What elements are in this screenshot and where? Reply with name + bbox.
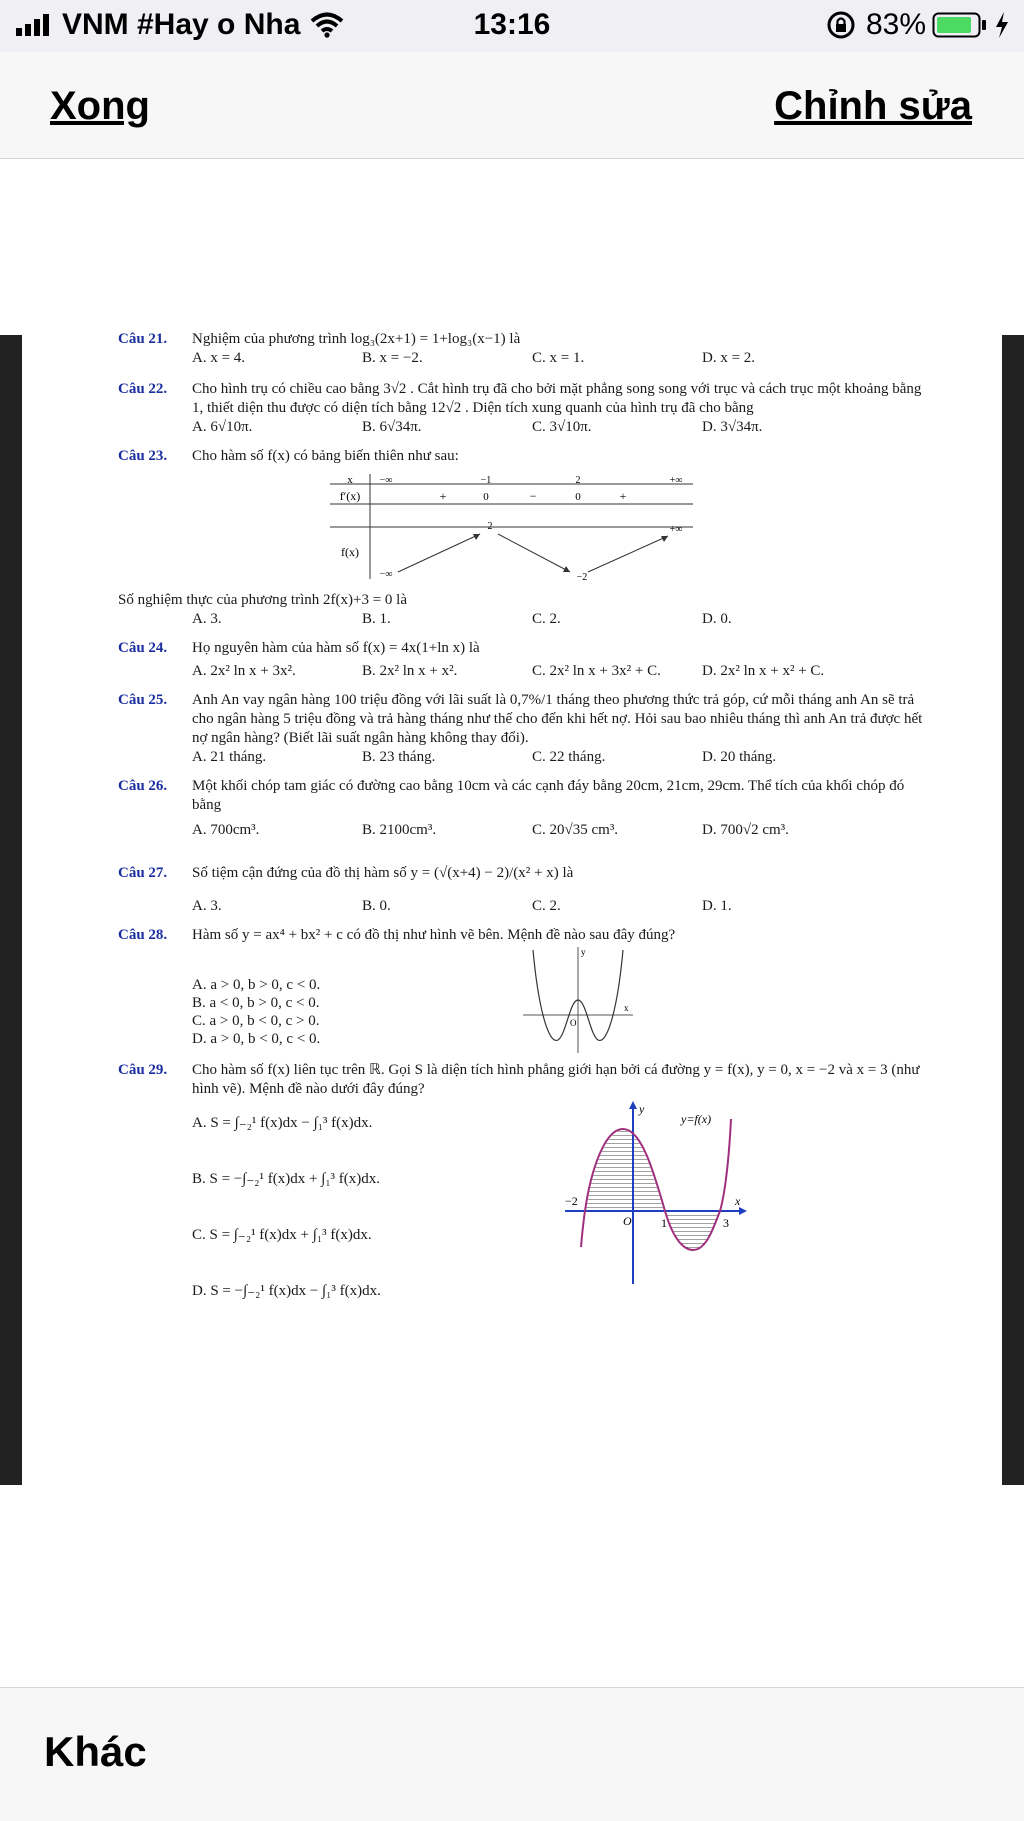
- f-value: −∞: [379, 569, 393, 580]
- x-value: −∞: [379, 475, 393, 486]
- option-d: D. 2x² ln x + x² + C.: [702, 663, 825, 679]
- variation-table: [118, 474, 926, 589]
- option-b: B. S = −∫₋₂¹ f(x)dx + ∫₁³ f(x)dx.: [192, 1171, 381, 1187]
- question-number: Câu 27.: [118, 865, 168, 881]
- option-c: C. S = ∫₋₂¹ f(x)dx + ∫₁³ f(x)dx.: [192, 1227, 372, 1243]
- question-text: Hàm số y = ax⁴ + bx² + c có đồ thị như hình vẽ bên. Mệnh đề nào sau đây đúng?: [192, 927, 676, 943]
- status-bar: [0, 0, 1024, 52]
- table-row-fprime: f′(x): [339, 489, 361, 503]
- sign: 0: [575, 491, 581, 503]
- options-29: [192, 1111, 381, 1303]
- question-23: [118, 447, 926, 466]
- x-value: 2: [575, 475, 581, 486]
- option-b: B. 1.: [362, 611, 391, 627]
- options-26: [192, 821, 926, 840]
- sign: +: [619, 489, 627, 503]
- question-21: [118, 330, 926, 349]
- curve-label: y=f(x): [681, 1112, 712, 1126]
- option-d: D. x = 2.: [702, 350, 756, 366]
- option-a: A. S = ∫₋₂¹ f(x)dx − ∫₁³ f(x)dx.: [192, 1115, 373, 1131]
- tick-label: 3: [723, 1216, 729, 1230]
- option-c: C. a > 0, b < 0, c > 0.: [192, 1013, 320, 1029]
- battery-percent: 83%: [865, 8, 926, 41]
- option-d: D. 0.: [702, 611, 732, 627]
- question-27: [118, 864, 926, 883]
- question-number: Câu 23.: [118, 448, 168, 464]
- done-button[interactable]: Xong: [50, 84, 150, 128]
- table-row-f: f(x): [341, 545, 359, 559]
- question-text: Anh An vay ngân hàng 100 triệu đồng với lãi suất là 0,7%/1 tháng theo phương thức trả góp, cứ mỗi tháng anh An sẽ trả cho ngân hàng 5 triệu đồng và trả hàng tháng như thế cho đến khi hết nợ. Hỏi sau bao nhiêu tháng thì anh An trả được hết nợ ngân hàng? (Biết lãi suất ngân hàng không thay đổi).: [192, 692, 923, 746]
- options-28: [192, 975, 320, 1049]
- option-b: B. 6√34π.: [362, 419, 422, 435]
- axis-label-y: y: [581, 947, 586, 957]
- f-value: 2: [487, 521, 493, 532]
- option-d: D. S = −∫₋₂¹ f(x)dx − ∫₁³ f(x)dx.: [192, 1283, 381, 1299]
- option-b: B. 2100cm³.: [362, 822, 437, 838]
- question-29-body: [118, 1099, 926, 1309]
- bottom-toolbar: [0, 1687, 1024, 1821]
- option-c: C. 20√35 cm³.: [532, 822, 619, 838]
- page-edge-right: [1002, 335, 1024, 1485]
- sign: 0: [483, 491, 489, 503]
- battery-group: [826, 8, 1010, 42]
- page-edge-left: [0, 335, 22, 1485]
- option-a: A. 21 tháng.: [192, 749, 267, 765]
- options-23: [192, 610, 926, 629]
- area-graph: [563, 1099, 753, 1289]
- clock: 13:16: [473, 8, 551, 41]
- options-21: [192, 349, 926, 368]
- nav-bar: [0, 52, 1024, 159]
- option-c: C. 2x² ln x + 3x² + C.: [532, 663, 661, 679]
- question-text: Cho hình trụ có chiều cao bằng 3√2 . Cắt hình trụ đã cho bởi mặt phẳng song song với trục và cách trục một khoảng bằng 1, thiết diện thu được có diện tích bằng 12√2 . Diện tích xung quanh của hình trụ đã cho bằng: [192, 381, 922, 416]
- option-d: D. 1.: [702, 898, 732, 914]
- option-d: D. 700√2 cm³.: [702, 822, 789, 838]
- question-text: Số tiệm cận đứng của đồ thị hàm số y = (√(x+4) − 2)/(x² + x) là: [192, 865, 574, 881]
- option-d: D. 3√34π.: [702, 419, 763, 435]
- question-number: Câu 28.: [118, 927, 168, 943]
- tick-label: −2: [565, 1194, 578, 1208]
- options-25: [192, 748, 926, 767]
- option-b: B. 23 tháng.: [362, 749, 436, 765]
- option-a: A. 3.: [192, 898, 222, 914]
- option-c: C. 2.: [532, 611, 561, 627]
- origin-label: O: [623, 1214, 632, 1228]
- option-a: A. x = 4.: [192, 350, 246, 366]
- sign: −: [529, 489, 537, 503]
- question-number: Câu 26.: [118, 778, 168, 794]
- question-22: [118, 380, 926, 418]
- f-value: +∞: [669, 524, 683, 535]
- option-b: B. x = −2.: [362, 350, 423, 366]
- x-value: +∞: [669, 475, 683, 486]
- question-25: [118, 691, 926, 748]
- options-24: [192, 662, 926, 681]
- battery-icon: [932, 12, 988, 38]
- axis-label-x: x: [624, 1003, 629, 1013]
- option-d: D. a > 0, b < 0, c < 0.: [192, 1031, 321, 1047]
- option-c: C. 3√10π.: [532, 419, 592, 435]
- question-29: [118, 1061, 926, 1099]
- question-24: [118, 639, 926, 658]
- question-number: Câu 22.: [118, 381, 168, 397]
- question-text: Cho hàm số f(x) có bảng biến thiên như sau:: [192, 448, 459, 464]
- option-b: B. a < 0, b > 0, c < 0.: [192, 995, 320, 1011]
- axis-label-x: x: [735, 1194, 741, 1208]
- f-value: −2: [576, 572, 588, 583]
- question-text: Họ nguyên hàm của hàm số f(x) = 4x(1+ln x) là: [192, 640, 480, 656]
- other-button[interactable]: Khác: [44, 1728, 147, 1775]
- question-text: Nghiệm của phương trình log₃(2x+1) = 1+log₃(x−1) là: [192, 331, 521, 347]
- option-c: C. 2.: [532, 898, 561, 914]
- option-a: A. a > 0, b > 0, c < 0.: [192, 977, 321, 993]
- option-b: B. 2x² ln x + x².: [362, 663, 458, 679]
- option-c: C. 22 tháng.: [532, 749, 606, 765]
- question-28: [118, 926, 926, 945]
- question-28-body: [118, 945, 926, 1055]
- quartic-graph: [518, 945, 638, 1055]
- question-number: Câu 29.: [118, 1062, 168, 1078]
- option-c: C. x = 1.: [532, 350, 585, 366]
- x-value: −1: [480, 475, 492, 486]
- charging-icon: [994, 12, 1010, 38]
- option-a: A. 6√10π.: [192, 419, 253, 435]
- question-23-followup: Số nghiệm thực của phương trình 2f(x)+3 = 0 là: [118, 592, 407, 608]
- table-row-x: x: [347, 474, 353, 486]
- option-d: D. 20 tháng.: [702, 749, 777, 765]
- options-27: [192, 897, 926, 916]
- option-a: A. 3.: [192, 611, 222, 627]
- option-a: A. 700cm³.: [192, 822, 260, 838]
- carrier-name: VNM #Hay o Nha: [62, 8, 301, 41]
- question-text: Cho hàm số f(x) liên tục trên ℝ. Gọi S là diện tích hình phẳng giới hạn bởi cá đường y = f(x), y = 0, x = −2 và x = 3 (như hình vẽ). Mệnh đề nào dưới đây đúng?: [192, 1062, 920, 1097]
- tick-label: 1: [661, 1216, 667, 1230]
- question-number: Câu 25.: [118, 692, 168, 708]
- axis-label-y: y: [639, 1102, 645, 1116]
- rotation-lock-icon: [826, 10, 856, 40]
- option-a: A. 2x² ln x + 3x².: [192, 663, 296, 679]
- question-number: Câu 21.: [118, 331, 168, 347]
- option-b: B. 0.: [362, 898, 391, 914]
- question-number: Câu 24.: [118, 640, 168, 656]
- edit-button[interactable]: Chỉnh sửa: [774, 84, 972, 128]
- sign: +: [439, 489, 447, 503]
- document-page: [118, 330, 926, 1309]
- origin-label: O: [570, 1018, 577, 1028]
- question-26: [118, 777, 926, 815]
- question-text: Một khối chóp tam giác có đường cao bằng 10cm và các cạnh đáy bằng 20cm, 21cm, 29cm. Thể tích của khối chóp đó bằng: [192, 778, 905, 813]
- options-22: [192, 418, 926, 437]
